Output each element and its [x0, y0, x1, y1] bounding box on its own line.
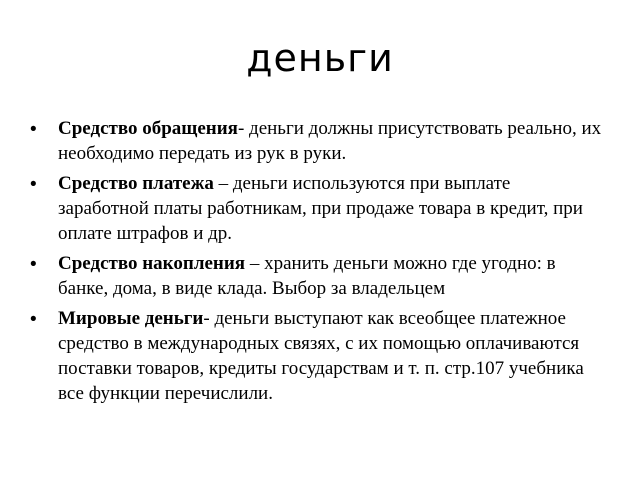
bullet-icon: • — [30, 174, 37, 195]
term-description: – деньги используются при выплате заработной платы работникам, при продаже товара в кредит, при оплате штрафов и др. — [58, 173, 583, 244]
term-description: – хранить деньги можно где угодно: в банке, дома, в виде клада. Выбор за владельцем — [58, 253, 556, 299]
term-label: Средство накопления — [58, 253, 246, 274]
list-item — [30, 116, 605, 166]
list-item — [30, 171, 605, 246]
bullet-icon: • — [30, 309, 37, 330]
slide-title: деньги — [246, 36, 394, 80]
term-label: Средство обращения — [58, 118, 238, 139]
term-label: Средство платежа — [58, 173, 214, 194]
bullet-icon: • — [30, 119, 37, 140]
term-description: - деньги выступают как всеобщее платежное средство в международных связях, с их помощью оплачиваются поставки товаров, кредиты государствам и т. п. стр.107 учебника все функции перечислили. — [58, 308, 584, 404]
term-label: Мировые деньги — [58, 308, 204, 329]
list-item — [30, 306, 605, 406]
bullet-icon: • — [30, 254, 37, 275]
term-description: - деньги должны присутствовать реально, их необходимо передать из рук в руки. — [58, 118, 602, 164]
bullet-list — [30, 116, 605, 411]
list-item — [30, 251, 605, 301]
